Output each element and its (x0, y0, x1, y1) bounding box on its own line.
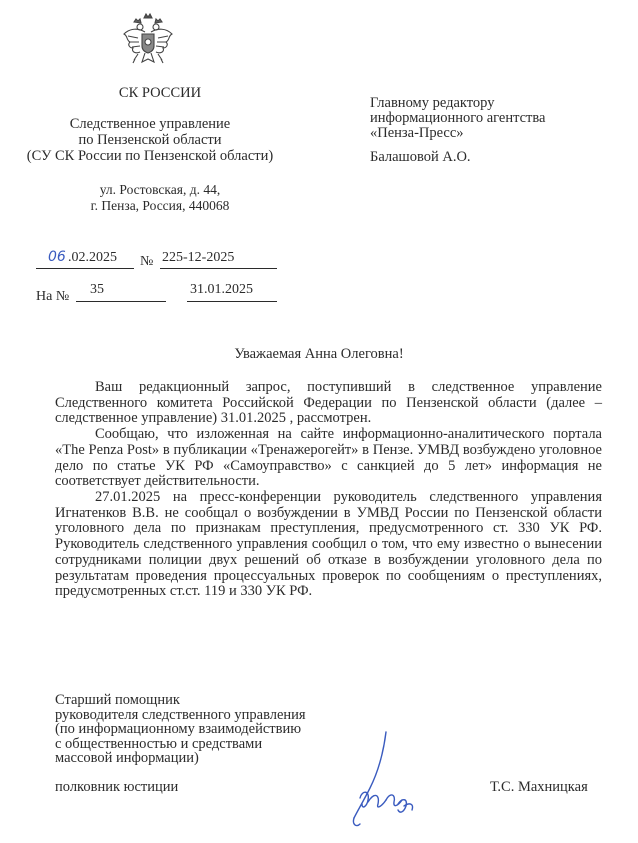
greeting: Уважаемая Анна Олеговна! (234, 346, 404, 362)
body-paragraph: Сообщаю, что изложенная на сайте информационно-аналитического портала «The Penza Post» в публикации «Тренажерогейт» в Пензе. УМВД возбуждено уголовное дело по статье УК РФ «Самоуправство» с санкцией до 5 лет» информация не соответствует действительности. (55, 426, 602, 490)
outgoing-number: 225-12-2025 (162, 250, 235, 265)
outgoing-date-rest: .02.2025 (68, 250, 117, 265)
reference-label: На № (36, 289, 70, 304)
address-line: г. Пенза, Россия, 440068 (90, 197, 230, 213)
signatory-rank: полковник юстиции (55, 779, 179, 795)
number-label: № (140, 254, 154, 269)
handwritten-signature (340, 728, 430, 838)
position-line: (по информационному взаимодействию (55, 721, 302, 737)
recipient-line: Главному редактору (370, 95, 495, 111)
body-paragraph: Ваш редакционный запрос, поступивший в следственное управление Следственного комитета Российской Федерации по Пензенской области (далее – следственное управление) 31.01.2025 , рассмотрен. (55, 379, 602, 427)
agency-short-name: СК РОССИИ (118, 85, 202, 101)
reference-date: 31.01.2025 (190, 282, 253, 297)
agency-full-name (20, 117, 280, 165)
reference-number: 35 (90, 282, 104, 297)
recipient-name: Балашовой А.О. (370, 149, 471, 165)
agency-line: (СУ СК России по Пензенской области) (26, 147, 274, 164)
letter-body (55, 380, 602, 600)
agency-address (60, 182, 260, 213)
recipient-block (370, 96, 620, 142)
position-line: руководителя следственного управления (55, 706, 306, 723)
body-paragraph: 27.01.2025 на пресс-конференции руководитель следственного управления Игнатенков В.В. не сообщал о возбуждении в УМВД России по Пензенской области уголовного дела по признакам преступления, предусмотренного ст. 330 УК РФ. Руководитель следственного управления сообщил о том, что ему известно о вынесении сотрудниками полиции двух решений об отказе в возбуждении уголовного дела по результатам проведения процессуальных проверок по сообщениям о преступлениях, предусмотренных ст.ст. 119 и 330 УК РФ. (55, 489, 602, 600)
signatory-name: Т.С. Махницкая (490, 779, 588, 795)
position-line: Старший помощник (55, 692, 180, 708)
recipient-line: «Пенза-Пресс» (370, 125, 464, 142)
address-line: ул. Ростовская, д. 44, (99, 182, 221, 197)
outgoing-date-day-handwritten: 06 (48, 249, 66, 265)
position-line: массовой информации) (55, 750, 199, 766)
coat-of-arms-emblem (118, 12, 178, 72)
agency-line: Следственное управление (69, 116, 231, 132)
position-line: с общественностью и средствами (55, 735, 263, 752)
signatory-position (55, 693, 355, 766)
agency-line: по Пензенской области (78, 131, 222, 148)
recipient-line: информационного агентства (370, 110, 546, 127)
